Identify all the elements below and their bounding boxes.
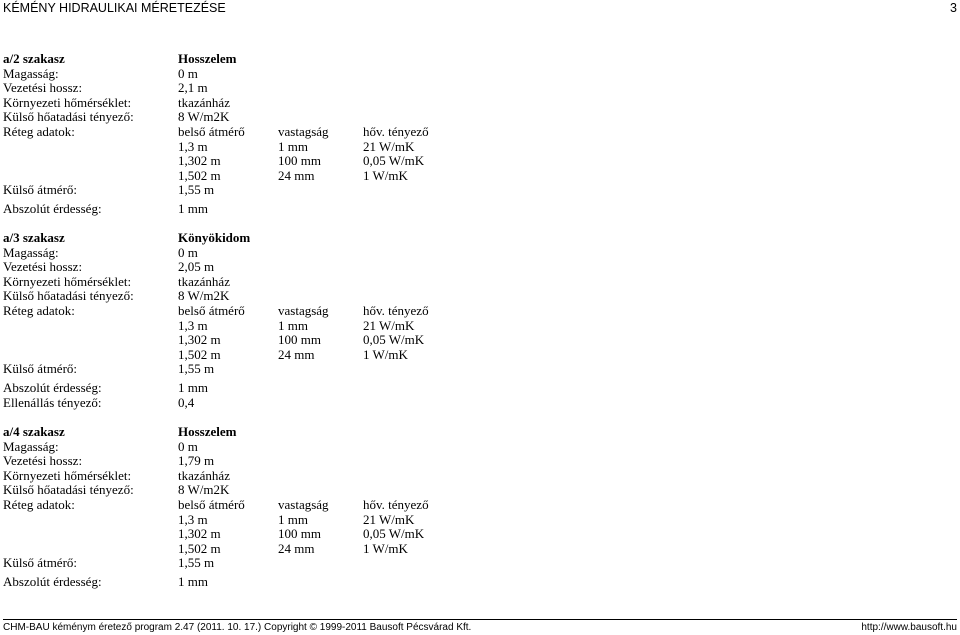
layer-inner-diameter: 1,3 m — [178, 511, 208, 527]
layer-conductivity: 1 W/mK — [363, 540, 408, 556]
footer-website-link[interactable]: http://www.bausoft.hu — [861, 622, 957, 633]
layer-data-label: Réteg adatok: — [3, 123, 75, 139]
ambient-temp-label: Környezeti hőmérséklet: — [3, 94, 132, 110]
layer-conductivity: 21 W/mK — [363, 511, 415, 527]
length-row — [3, 81, 563, 96]
length-value: 2,1 m — [178, 80, 208, 96]
layer-thickness: 100 mm — [278, 153, 321, 169]
length-label: Vezetési hossz: — [3, 259, 83, 275]
outer-diameter-label: Külső átmérő: — [3, 555, 78, 571]
page-footer — [3, 619, 957, 634]
layer-inner-diameter: 1,3 m — [178, 317, 208, 333]
layer-row — [3, 154, 563, 169]
length-value: 1,79 m — [178, 453, 215, 469]
resistance-label: Ellenállás tényező: — [3, 394, 102, 410]
layer-conductivity: 21 W/mK — [363, 138, 415, 154]
layer-data-label: Réteg adatok: — [3, 302, 75, 318]
outer-diameter-row — [3, 556, 563, 571]
section-element-type: Könyökidom — [178, 230, 251, 245]
layer-conductivity: 0,05 W/mK — [363, 332, 425, 348]
layer-inner-diameter: 1,302 m — [178, 332, 221, 348]
length-label: Vezetési hossz: — [3, 453, 83, 469]
col-inner-diameter: belső átmérő — [178, 496, 245, 512]
col-conductivity: hőv. tényező — [363, 496, 429, 512]
layer-conductivity: 0,05 W/mK — [363, 153, 425, 169]
ambient-temp-row — [3, 275, 563, 290]
roughness-label: Abszolút érdesség: — [3, 573, 102, 589]
page-header — [3, 0, 957, 16]
outer-diameter-row — [3, 183, 563, 198]
outer-heat-transfer-value: 8 W/m2K — [178, 288, 230, 304]
height-label: Magasság: — [3, 65, 59, 81]
length-row — [3, 454, 563, 469]
height-value: 0 m — [178, 438, 198, 454]
layer-inner-diameter: 1,302 m — [178, 526, 221, 542]
layer-row — [3, 169, 563, 184]
roughness-row — [3, 202, 563, 217]
section-element-type: Hosszelem — [178, 51, 237, 66]
outer-heat-transfer-value: 8 W/m2K — [178, 482, 230, 498]
section-heading-row — [3, 425, 563, 440]
outer-heat-transfer-label: Külső hőatadási tényező: — [3, 482, 134, 498]
outer-diameter-label: Külső átmérő: — [3, 361, 78, 377]
layer-inner-diameter: 1,502 m — [178, 346, 221, 362]
outer-heat-transfer-label: Külső hőatadási tényező: — [3, 109, 134, 125]
ambient-temp-row — [3, 469, 563, 484]
outer-heat-transfer-row — [3, 483, 563, 498]
layer-inner-diameter: 1,302 m — [178, 153, 221, 169]
layer-header-row — [3, 125, 563, 140]
layer-header-row — [3, 498, 563, 513]
outer-diameter-row — [3, 362, 563, 377]
roughness-value: 1 mm — [178, 573, 208, 589]
page-number: 3 — [950, 1, 957, 15]
outer-diameter-value: 1,55 m — [178, 361, 215, 377]
outer-heat-transfer-row — [3, 289, 563, 304]
roughness-label: Abszolút érdesség: — [3, 200, 102, 216]
col-thickness: vastagság — [278, 123, 329, 139]
layer-thickness: 100 mm — [278, 526, 321, 542]
ambient-temp-value: tkazánház — [178, 467, 230, 483]
section-heading-row — [3, 231, 563, 246]
layer-thickness: 1 mm — [278, 511, 308, 527]
layer-conductivity: 21 W/mK — [363, 317, 415, 333]
col-thickness: vastagság — [278, 302, 329, 318]
layer-inner-diameter: 1,502 m — [178, 167, 221, 183]
layer-thickness: 1 mm — [278, 317, 308, 333]
roughness-row — [3, 575, 563, 590]
layer-row — [3, 527, 563, 542]
layer-row — [3, 513, 563, 528]
height-value: 0 m — [178, 244, 198, 260]
layer-row — [3, 319, 563, 334]
layer-thickness: 24 mm — [278, 167, 315, 183]
section-a2 — [3, 52, 563, 217]
ambient-temp-label: Környezeti hőmérséklet: — [3, 467, 132, 483]
layer-thickness: 1 mm — [278, 138, 308, 154]
document-title: KÉMÉNY HIDRAULIKAI MÉRETEZÉSE — [3, 1, 226, 15]
height-label: Magasság: — [3, 438, 59, 454]
col-inner-diameter: belső átmérő — [178, 123, 245, 139]
col-conductivity: hőv. tényező — [363, 302, 429, 318]
ambient-temp-value: tkazánház — [178, 273, 230, 289]
ambient-temp-row — [3, 96, 563, 111]
roughness-label: Abszolút érdesség: — [3, 379, 102, 395]
outer-diameter-label: Külső átmérő: — [3, 182, 78, 198]
roughness-value: 1 mm — [178, 379, 208, 395]
layer-thickness: 24 mm — [278, 540, 315, 556]
length-row — [3, 260, 563, 275]
outer-diameter-value: 1,55 m — [178, 555, 215, 571]
layer-conductivity: 1 W/mK — [363, 346, 408, 362]
length-label: Vezetési hossz: — [3, 80, 83, 96]
height-row — [3, 440, 563, 455]
section-a4 — [3, 425, 563, 590]
section-heading-row — [3, 52, 563, 67]
layer-data-label: Réteg adatok: — [3, 496, 75, 512]
ambient-temp-value: tkazánház — [178, 94, 230, 110]
roughness-row — [3, 381, 563, 396]
col-inner-diameter: belső átmérő — [178, 302, 245, 318]
footer-copyright: CHM-BAU kéménym éretező program 2.47 (2011. 10. 17.) Copyright © 1999-2011 Bausoft Pécsvárad Kft. — [3, 622, 472, 633]
outer-heat-transfer-value: 8 W/m2K — [178, 109, 230, 125]
section-name: a/4 szakasz — [3, 424, 65, 439]
resistance-value: 0,4 — [178, 394, 195, 410]
section-element-type: Hosszelem — [178, 424, 237, 439]
layer-inner-diameter: 1,502 m — [178, 540, 221, 556]
layer-row — [3, 140, 563, 155]
section-name: a/2 szakasz — [3, 51, 65, 66]
col-thickness: vastagság — [278, 496, 329, 512]
outer-heat-transfer-row — [3, 110, 563, 125]
outer-diameter-value: 1,55 m — [178, 182, 215, 198]
layer-row — [3, 333, 563, 348]
height-label: Magasság: — [3, 244, 59, 260]
roughness-value: 1 mm — [178, 200, 208, 216]
length-value: 2,05 m — [178, 259, 215, 275]
outer-heat-transfer-label: Külső hőatadási tényező: — [3, 288, 134, 304]
section-name: a/3 szakasz — [3, 230, 65, 245]
section-a3 — [3, 231, 563, 410]
height-row — [3, 246, 563, 261]
layer-conductivity: 0,05 W/mK — [363, 526, 425, 542]
layer-row — [3, 542, 563, 557]
layer-thickness: 100 mm — [278, 332, 321, 348]
layer-row — [3, 348, 563, 363]
layer-conductivity: 1 W/mK — [363, 167, 408, 183]
height-value: 0 m — [178, 65, 198, 81]
resistance-row — [3, 396, 563, 411]
layer-inner-diameter: 1,3 m — [178, 138, 208, 154]
layer-header-row — [3, 304, 563, 319]
height-row — [3, 67, 563, 82]
layer-thickness: 24 mm — [278, 346, 315, 362]
col-conductivity: hőv. tényező — [363, 123, 429, 139]
ambient-temp-label: Környezeti hőmérséklet: — [3, 273, 132, 289]
